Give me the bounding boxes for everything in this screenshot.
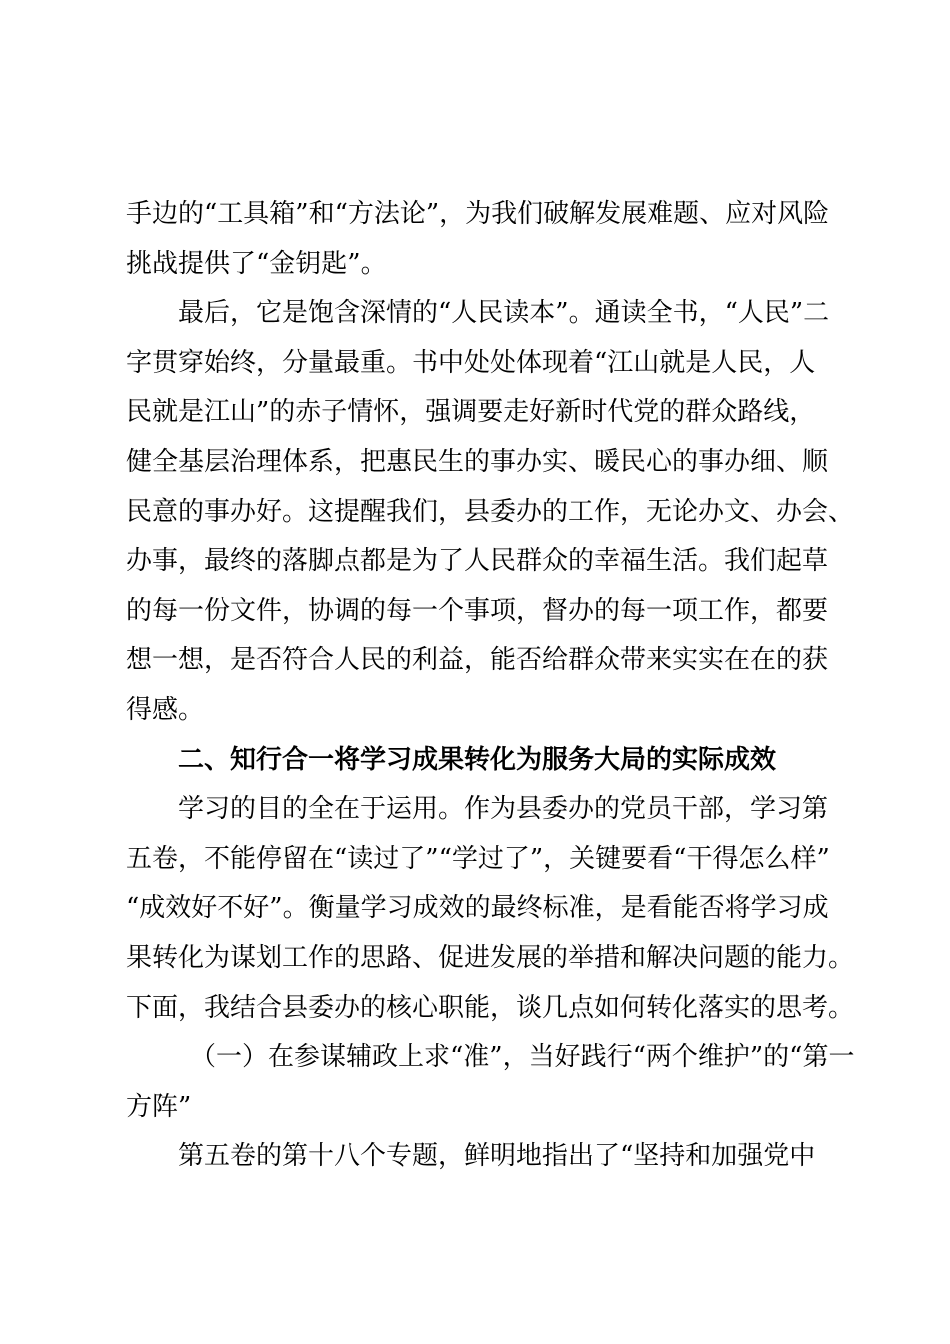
paragraph-line: 得感。 xyxy=(126,694,205,725)
paragraph-line: 第五卷的第十八个专题，鲜明地指出了“坚持和加强党中 xyxy=(178,1141,816,1172)
paragraph-line: 字贯穿始终，分量最重。书中处处体现着“江山就是人民，人 xyxy=(126,347,816,378)
paragraph-line: 学习的目的全在于运用。作为县委办的党员干部，学习第 xyxy=(178,794,829,825)
paragraph-line: 果转化为谋划工作的思路、促进发展的举措和解决问题的能力。 xyxy=(126,942,855,973)
subsection-heading-continued: 方阵” xyxy=(126,1091,192,1122)
paragraph-line: 民就是江山”的赤子情怀，强调要走好新时代党的群众路线， xyxy=(126,397,816,428)
paragraph-line: 民意的事办好。这提醒我们，县委办的工作，无论办文、办会、 xyxy=(126,496,855,527)
paragraph-line: 想一想，是否符合人民的利益，能否给群众带来实实在在的获 xyxy=(126,645,829,676)
paragraph-line: 的每一份文件，协调的每一个事项，督办的每一项工作，都要 xyxy=(126,595,829,626)
document-body xyxy=(126,190,855,1182)
paragraph-line: 最后，它是饱含深情的“人民读本”。通读全书，“人民”二 xyxy=(178,298,830,329)
paragraph-line: 办事，最终的落脚点都是为了人民群众的幸福生活。我们起草 xyxy=(126,546,829,577)
subsection-heading: （一）在参谋辅政上求“准”，当好践行“两个维护”的“第一 xyxy=(190,1042,855,1073)
paragraph-line: “成效好不好”。衡量学习成效的最终标准，是看能否将学习成 xyxy=(126,893,829,924)
section-heading: 二、知行合一将学习成果转化为服务大局的实际成效 xyxy=(178,744,777,775)
paragraph-line: 五卷，不能停留在“读过了”“学过了”，关键要看“干得怎么样” xyxy=(126,843,830,874)
paragraph-line: 健全基层治理体系，把惠民生的事办实、暖民心的事办细、顺 xyxy=(126,446,829,477)
paragraph-line: 挑战提供了“金钥匙”。 xyxy=(126,248,387,279)
paragraph-line: 手边的“工具箱”和“方法论”，为我们破解发展难题、应对风险 xyxy=(126,199,830,229)
paragraph-line: 下面，我结合县委办的核心职能，谈几点如何转化落实的思考。 xyxy=(126,992,855,1023)
